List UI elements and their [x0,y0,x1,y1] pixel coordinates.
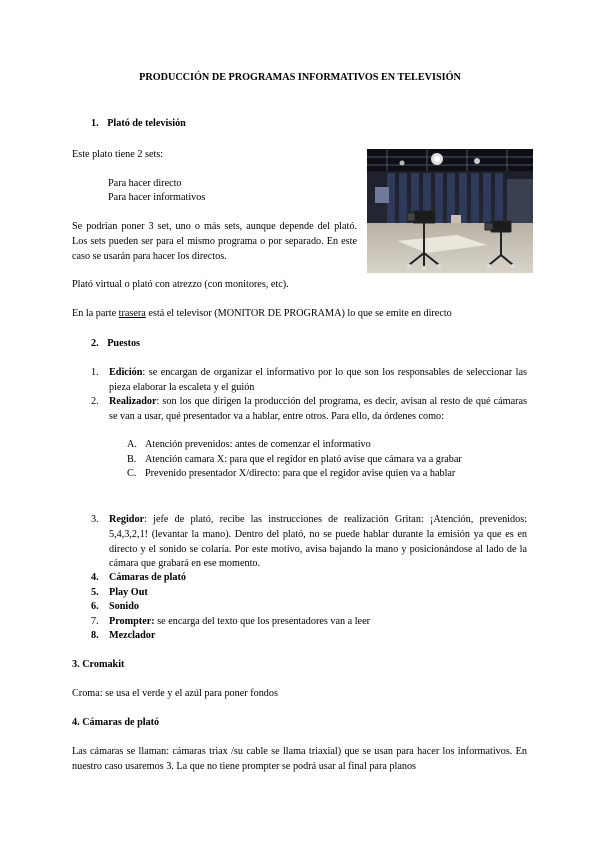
underlined-word: trasera [118,308,146,319]
section-4-heading: 4. Cámaras de plató [72,717,160,728]
section-3-heading: 3. Cromakit [72,659,125,670]
text-run: En la parte [72,308,119,319]
list-number: 7. [91,616,99,627]
list-text: : jefe de plató, recibe las instrucciones de realización Gritan: ¡Atención, prevenidos: 5,4,3,2,1! (levantar la mano). Dentro del plató, no se puede hablar durante la emisión ya que es en directo y el sonido se colaría. Por este motivo, avisa bajando la mano y posicionándose al lado de la cámara que grabará en ese momento. [109,514,527,570]
list-term: Cámaras de plató [109,572,186,583]
list-term: Play Out [109,587,148,598]
sets-intro: Este plato tiene 2 sets: [72,149,164,160]
paragraph-sets: Se podrían poner 3 set, uno o más sets, aunque depende del plató. Los sets pueden ser para el mismo programa o por separado. En este caso se usarán para hacer los directos. [72,221,357,262]
section-1-title: Plató de televisión [107,118,186,129]
list-text: : se encargan de organizar el informativo por lo que son los responsables de seleccionar las pieza elaborar la escaleta y el guión [109,367,527,393]
section-2-number: 2. [91,338,99,349]
section-2-heading [91,337,140,352]
sub-list-text: Atención camara X: para que el regidor en plató avise que cámara va a grabar [145,454,462,465]
paragraph-monitor [72,307,452,322]
list-term: Mezclador [109,630,156,641]
list-item [91,629,155,644]
list-item [91,600,139,615]
list-item [91,586,148,601]
list-term: Sonido [109,601,140,612]
section-1-number: 1. [91,118,99,129]
set-item: Para hacer directo [108,178,182,189]
list-term: Prompter: [109,616,155,627]
list-number: 2. [91,396,99,407]
list-number: 3. [91,514,99,525]
document-title: PRODUCCIÓN DE PROGRAMAS INFORMATIVOS EN TELEVISIÓN [139,72,461,83]
list-term: Regidor [109,514,145,525]
list-item [91,366,527,396]
list-term: Realizador [109,396,157,407]
list-number: 5. [91,587,99,598]
sub-list-item [127,467,455,482]
list-number: 8. [91,630,99,641]
list-term: Edición [109,367,143,378]
list-item [91,513,527,572]
list-text: se encarga del texto que los presentadores van a leer [154,616,370,627]
paragraph-virtual-set: Plató virtual o plató con atrezzo (con monitores, etc). [72,279,289,290]
sub-list-text: Atención prevenidos: antes de comenzar el informativo [145,439,371,450]
list-number: 4. [91,572,99,583]
section-2-title: Puestos [107,338,141,349]
sub-list-text: Prevenido presentador X/directo: para que el regidor avise quien va a hablar [145,468,456,479]
section-4-text: Las cámaras se llaman: cámaras triax /su cable se llama triaxial) que se usan para hacer los informativos. En nuestro caso usaremos 3. La que no tiene prompter se podrá usar al final para planos [72,746,527,772]
list-number: 1. [91,367,99,378]
list-item [91,395,527,425]
set-item: Para hacer informativos [108,192,206,203]
sub-list-item [127,438,371,453]
section-1-heading [91,117,186,132]
list-number: 6. [91,601,99,612]
section-3-text: Croma: se usa el verde y el azúl para poner fondos [72,688,278,699]
sub-list-letter: C. [127,468,137,479]
text-run: está el televisor (MONITOR DE PROGRAMA) lo que se emite en directo [145,308,452,319]
tv-studio-photo [367,149,533,273]
list-item [91,571,186,586]
sub-list-item [127,453,462,468]
sub-list-letter: A. [127,439,137,450]
sub-list-letter: B. [127,454,137,465]
list-item [91,615,370,630]
list-text: : son los que dirigen la producción del programa, es decir, avisan al resto de qué cámaras se van a usar, qué presentador va a hablar, entre otros. Para ello, da órdenes como: [109,396,527,422]
